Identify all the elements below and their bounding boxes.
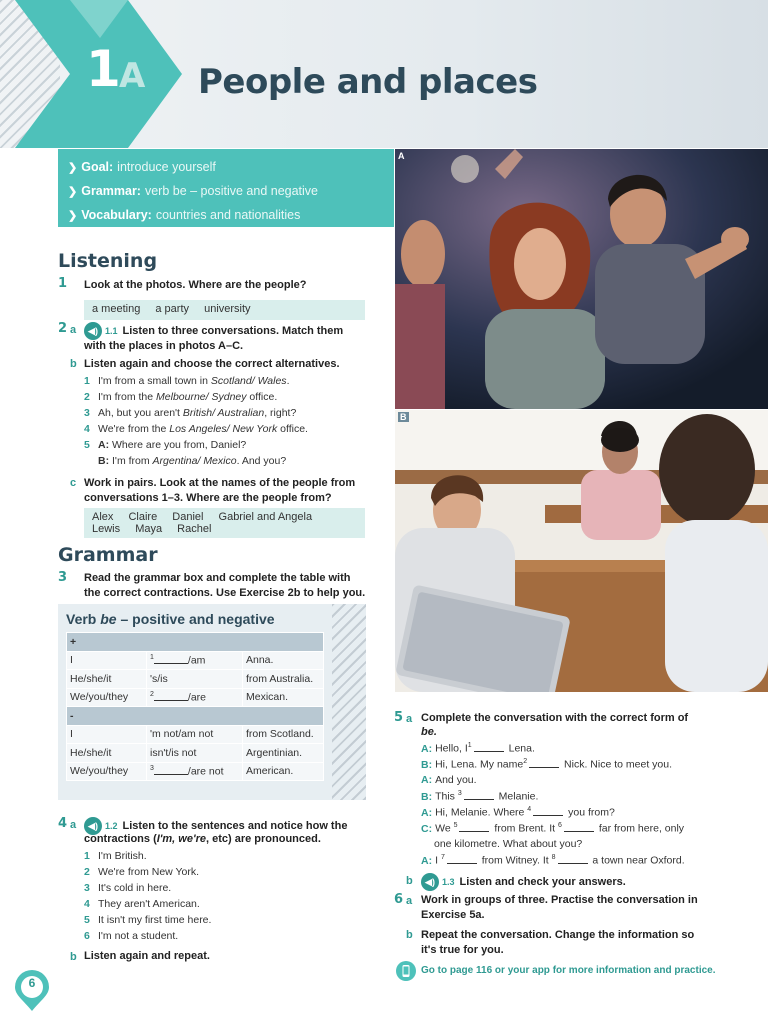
item-number: 2 xyxy=(84,391,90,403)
chevron-icon: ❯ xyxy=(68,185,78,198)
table-row xyxy=(67,707,324,726)
dialogue-line xyxy=(421,790,538,803)
dialogue-line xyxy=(421,742,535,755)
vocabulary-goal-text: countries and nationalities xyxy=(155,208,301,222)
list-item xyxy=(84,929,178,943)
gap-number: 3 xyxy=(457,790,462,797)
item-text: Where are you from, Daniel? xyxy=(112,439,247,451)
vocabulary-goal-label: Vocabulary: xyxy=(81,208,152,222)
title-part: Verb xyxy=(66,611,101,627)
dialogue-line xyxy=(421,758,672,771)
item-text: I'm from xyxy=(112,455,153,467)
item-number: 4 xyxy=(84,423,90,435)
list-item xyxy=(84,913,211,927)
exercise-number: 1 xyxy=(58,276,68,291)
dialogue-text: far from here, only xyxy=(595,822,685,835)
exercise-4b-instruction: Listen again and repeat. xyxy=(84,950,210,962)
item-text: office. xyxy=(277,423,308,435)
speaker-label: B: xyxy=(421,758,433,771)
dialogue-text: This xyxy=(435,790,455,803)
exercise-number: 6 xyxy=(394,892,404,907)
title-part: be xyxy=(100,611,117,627)
exercise-6a-instruction: Exercise 5a. xyxy=(421,909,485,921)
speaker-label: A: xyxy=(421,774,433,786)
blank-gap xyxy=(474,743,504,752)
dialogue-line-continuation: one kilometre. What about you? xyxy=(434,838,583,850)
dialogue-line xyxy=(421,822,684,835)
grammar-goal-line xyxy=(68,179,394,203)
verb-cell xyxy=(147,651,243,670)
item-text: , right? xyxy=(264,407,297,419)
option: university xyxy=(204,303,251,315)
dialogue-text: you from? xyxy=(565,806,615,819)
instruction-text: with the places in photos A–C. xyxy=(84,340,244,352)
gap-number: 6 xyxy=(558,822,562,829)
photo-label: A xyxy=(398,151,405,161)
gap-number: 4 xyxy=(527,806,532,813)
dialogue-text: Nick. Nice to meet you. xyxy=(561,758,672,771)
item-number: 2 xyxy=(84,866,90,878)
list-item xyxy=(84,897,200,911)
speaker-label: A: xyxy=(421,806,433,819)
table-row xyxy=(67,633,324,652)
name: Gabriel and Angela xyxy=(218,511,313,523)
grammar-box-title xyxy=(66,611,275,627)
list-item xyxy=(84,422,308,436)
verb-text: /are not xyxy=(187,765,224,778)
item-number: 5 xyxy=(84,439,90,451)
dialogue-text: Hi, Lena. My name xyxy=(435,758,524,771)
unit-number: 1 xyxy=(86,40,119,98)
blank-gap xyxy=(154,692,188,701)
photo-b-illustration xyxy=(395,410,768,692)
dialogue-text: Melanie. xyxy=(495,790,539,803)
item-text: It's cold in here. xyxy=(98,882,172,894)
dialogue-text: We xyxy=(435,822,451,835)
list-item xyxy=(84,865,199,879)
exercise-3-instruction: the correct contractions. Use Exercise 2b to help you. xyxy=(84,587,366,599)
item-number: 3 xyxy=(84,882,90,894)
gap-number: 1 xyxy=(467,742,472,749)
blank-gap xyxy=(154,766,188,775)
gap-number: 3 xyxy=(150,765,154,772)
track-number: 1.2 xyxy=(105,820,118,831)
exercise-4a-instruction xyxy=(84,832,321,846)
negative-sign: - xyxy=(67,707,324,726)
dialogue-line xyxy=(421,854,685,867)
chevron-icon: ❯ xyxy=(68,209,78,222)
list-item xyxy=(84,406,296,420)
speaker-label: B: xyxy=(98,455,110,467)
track-number: 1.3 xyxy=(442,876,455,887)
item-text: office. xyxy=(246,391,278,403)
grammar-table xyxy=(66,632,324,781)
instruction-text: Listen to three conversations. Match them xyxy=(122,324,344,337)
table-row xyxy=(67,651,324,670)
speaker-label: A: xyxy=(98,439,110,451)
chevron-icon: ❯ xyxy=(68,161,78,174)
grammar-box-hatch xyxy=(332,604,366,800)
speaker-label: C: xyxy=(421,822,433,835)
item-alternatives: Scotland/ Wales xyxy=(210,375,287,387)
verb-text: /am xyxy=(187,654,206,667)
name: Rachel xyxy=(177,523,212,535)
blank-gap xyxy=(533,807,563,816)
gap-number: 7 xyxy=(440,854,445,861)
exercise-1-instruction: Look at the photos. Where are the people? xyxy=(84,279,307,291)
speaker-label: B: xyxy=(421,790,433,803)
exercise-sub-letter: b xyxy=(406,875,413,887)
grammar-heading: Grammar xyxy=(58,544,158,566)
item-text: I'm from the xyxy=(98,391,157,403)
photo-label: B xyxy=(400,412,407,422)
exercise-5a-instruction: be. xyxy=(421,726,437,738)
item-alternatives: Argentina/ Mexico xyxy=(152,455,237,467)
table-row xyxy=(67,762,324,781)
exercise-sub-letter: a xyxy=(406,713,413,725)
item-text: I'm not a student. xyxy=(98,930,179,942)
positive-sign: + xyxy=(67,633,324,652)
verb-text: /are xyxy=(187,691,206,704)
subject-cell: He/she/it xyxy=(67,670,147,689)
item-text: They aren't American. xyxy=(98,898,200,910)
complement-cell: from Australia. xyxy=(243,670,324,689)
gap-number: 5 xyxy=(453,822,458,829)
title-part: – positive and negative xyxy=(116,611,275,627)
table-row xyxy=(67,670,324,689)
exercise-6b-instruction: it's true for you. xyxy=(421,944,504,956)
names-box xyxy=(84,508,365,538)
page-number: 6 xyxy=(28,976,36,990)
photo-a-party xyxy=(395,149,768,409)
unit-letter: A xyxy=(119,56,146,96)
dialogue-text: Lena. xyxy=(505,742,535,755)
subject-cell: We/you/they xyxy=(67,688,147,707)
dialogue-text: a town near Oxford. xyxy=(589,854,685,867)
name: Claire xyxy=(128,511,158,523)
instruction-text: contractions ( xyxy=(84,833,157,845)
instruction-emphasis: I'm, we're xyxy=(156,833,206,845)
dialogue-line xyxy=(421,774,477,786)
grammar-goal-text: verb be – positive and negative xyxy=(144,184,319,198)
exercise-2a-instruction xyxy=(84,322,343,340)
speaker-label: A: xyxy=(421,854,433,867)
instruction-text: Listen and check your answers. xyxy=(459,875,626,888)
blank-gap xyxy=(459,823,489,832)
complement-cell: American. xyxy=(243,762,324,781)
goals-box xyxy=(58,149,394,227)
blank-gap xyxy=(529,759,559,768)
item-text: I'm British. xyxy=(98,850,147,862)
goal-text: introduce yourself xyxy=(117,160,216,174)
exercise-2c-instruction: conversations 1–3. Where are the people from? xyxy=(84,492,332,504)
names-row xyxy=(92,523,357,535)
blank-gap xyxy=(564,823,594,832)
blank-gap xyxy=(464,791,494,800)
name: Maya xyxy=(135,523,163,535)
exercise-5b-instruction xyxy=(421,873,626,891)
complement-cell: from Scotland. xyxy=(243,725,324,744)
table-row xyxy=(67,688,324,707)
item-text: We're from New York. xyxy=(98,866,200,878)
item-text: I'm from a small town in xyxy=(98,375,211,387)
list-item xyxy=(84,374,289,388)
speaker-label: A: xyxy=(421,742,433,755)
option: a meeting xyxy=(92,303,141,315)
names-row xyxy=(92,511,357,523)
exercise-number: 2 xyxy=(58,321,68,336)
subject-cell: He/she/it xyxy=(67,744,147,763)
exercise-sub-letter: b xyxy=(70,358,77,370)
dialogue-text: from Witney. It xyxy=(478,854,549,867)
dialogue-text: I xyxy=(435,854,439,867)
page-title: People and places xyxy=(198,62,538,102)
item-number: 5 xyxy=(84,914,90,926)
photo-a-illustration xyxy=(395,149,768,409)
photo-b-university xyxy=(395,410,768,692)
item-alternatives: Los Angeles/ New York xyxy=(169,423,278,435)
instruction-text: Listen to the sentences and notice how the xyxy=(122,819,348,832)
exercise-3-instruction: Read the grammar box and complete the table with xyxy=(84,572,351,584)
complement-cell: Mexican. xyxy=(243,688,324,707)
verb-cell xyxy=(147,688,243,707)
item-alternatives: Melbourne/ Sydney xyxy=(156,391,247,403)
blank-gap xyxy=(154,655,188,664)
gap-number: 8 xyxy=(551,854,556,861)
item-text: We're from the xyxy=(98,423,170,435)
exercise-sub-letter: c xyxy=(70,477,77,489)
item-number: 4 xyxy=(84,898,90,910)
exercise-sub-letter: b xyxy=(70,951,77,963)
verb-cell: 'm not/am not xyxy=(147,725,243,744)
table-row xyxy=(67,725,324,744)
item-number: 3 xyxy=(84,407,90,419)
complement-cell: Anna. xyxy=(243,651,324,670)
exercise-2c-instruction: Work in pairs. Look at the names of the people from xyxy=(84,477,356,489)
complement-cell: Argentinian. xyxy=(243,744,324,763)
dialogue-text: from Brent. It xyxy=(491,822,556,835)
verb-cell: isn't/is not xyxy=(147,744,243,763)
subject-cell: I xyxy=(67,725,147,744)
item-alternatives: British/ Australian xyxy=(182,407,265,419)
exercise-sub-letter: b xyxy=(406,929,413,941)
listening-heading: Listening xyxy=(58,250,158,272)
gap-number: 2 xyxy=(150,691,154,698)
list-item xyxy=(84,438,246,452)
vocabulary-goal-line xyxy=(68,203,394,227)
item-text: It isn't my first time here. xyxy=(98,914,212,926)
item-number: 1 xyxy=(84,375,90,387)
exercise-6a-instruction: Work in groups of three. Practise the conversation in xyxy=(421,894,698,906)
list-item xyxy=(84,881,171,895)
item-text: . And you? xyxy=(236,455,287,467)
app-practice-note[interactable]: Go to page 116 or your app for more information and practice. xyxy=(421,965,716,976)
dialogue-text: And you. xyxy=(435,774,477,786)
blank-gap xyxy=(558,855,588,864)
gap-number: 2 xyxy=(523,758,528,765)
blank-gap xyxy=(447,855,477,864)
option: a party xyxy=(155,303,190,315)
instruction-text: , etc) are pronounced. xyxy=(206,833,321,845)
name: Alex xyxy=(92,511,114,523)
exercise-number: 3 xyxy=(58,570,68,585)
item-number: 1 xyxy=(84,850,90,862)
verb-cell xyxy=(147,762,243,781)
dialogue-line xyxy=(421,806,615,819)
phone-app-icon[interactable] xyxy=(396,961,416,981)
dialogue-text: Hi, Melanie. Where xyxy=(435,806,525,819)
item-text: . xyxy=(286,375,290,387)
list-item xyxy=(98,454,286,468)
item-number: 6 xyxy=(84,930,90,942)
exercise-sub-letter: a xyxy=(70,819,77,831)
exercise-2b-instruction: Listen again and choose the correct alternatives. xyxy=(84,358,340,370)
exercise-number: 5 xyxy=(394,710,404,725)
exercise-number: 4 xyxy=(58,816,68,831)
goal-label: Goal: xyxy=(81,160,114,174)
name: Lewis xyxy=(92,523,121,535)
gap-number: 1 xyxy=(150,654,154,661)
name: Daniel xyxy=(172,511,204,523)
exercise-sub-letter: a xyxy=(70,324,77,336)
item-text: Ah, but you aren't xyxy=(98,407,183,419)
subject-cell: We/you/they xyxy=(67,762,147,781)
track-number: 1.1 xyxy=(105,325,118,336)
audio-icon[interactable]: ◀) xyxy=(84,322,102,340)
dialogue-text: Hello, I xyxy=(435,742,468,755)
grammar-goal-label: Grammar: xyxy=(81,184,141,198)
list-item xyxy=(84,390,277,404)
exercise-6b-instruction: Repeat the conversation. Change the information so xyxy=(421,929,695,941)
audio-icon[interactable]: ◀) xyxy=(421,873,439,891)
exercise-sub-letter: a xyxy=(406,895,413,907)
exercise-5a-instruction: Complete the conversation with the correct form of xyxy=(421,712,689,724)
subject-cell: I xyxy=(67,651,147,670)
list-item xyxy=(84,849,147,863)
table-row xyxy=(67,744,324,763)
goal-line xyxy=(68,155,394,179)
verb-cell: 's/is xyxy=(147,670,243,689)
exercise-1-options xyxy=(84,300,365,320)
audio-icon[interactable]: ◀) xyxy=(84,817,102,835)
